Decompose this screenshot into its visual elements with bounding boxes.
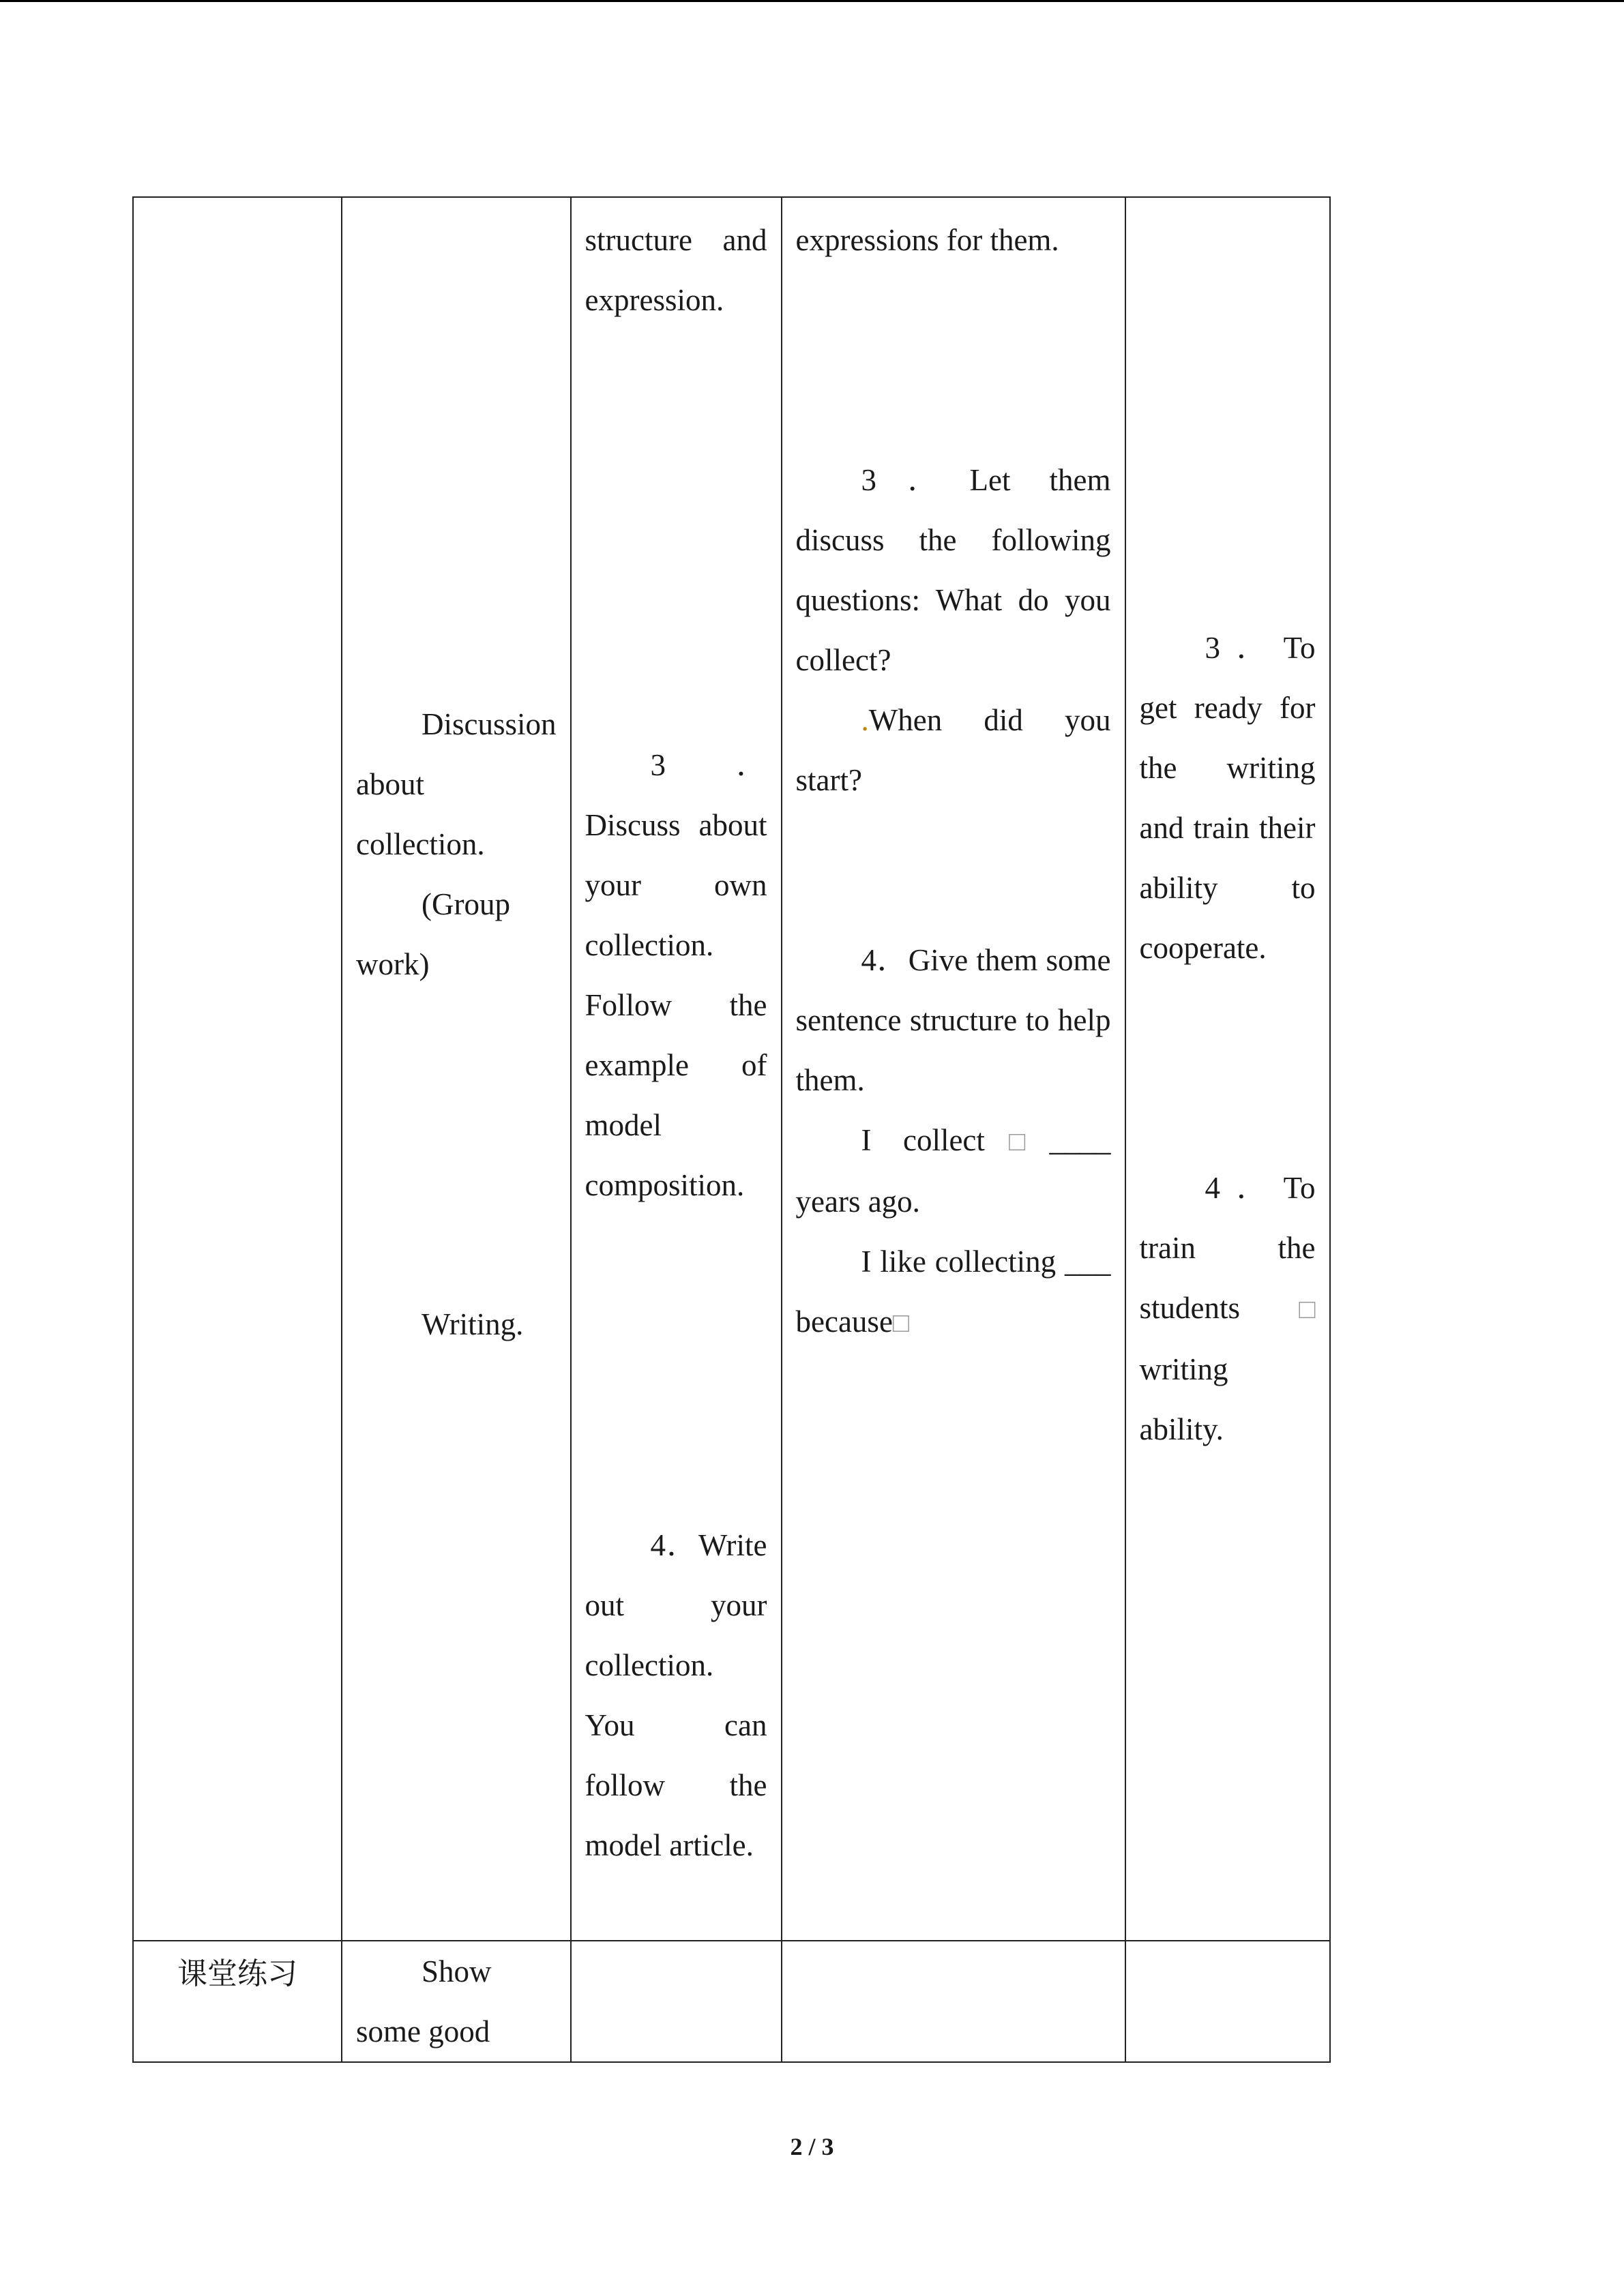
discussion-note: (Group work) xyxy=(356,887,510,981)
missing-glyph-icon: □ xyxy=(984,1126,1050,1157)
missing-glyph-icon: □ xyxy=(892,1307,910,1338)
practice-label: 课堂练习 xyxy=(177,1956,297,1991)
teacher-step-3-question: .When did you start? xyxy=(795,703,1111,797)
dot-mark: . xyxy=(861,703,869,737)
practice-label-cell xyxy=(133,1941,342,2062)
student-step-4: 4．Write out your collection. You can follow the model article. xyxy=(585,1528,767,1862)
practice-empty-cell xyxy=(571,1941,782,2062)
teacher-activity-top: expressions for them. xyxy=(795,223,1059,257)
sentence-structure-2: I like collecting ___ because□ xyxy=(795,1244,1111,1339)
sentence-structure-1: I collect□____ years ago. xyxy=(795,1123,1111,1219)
discussion-title: Discussion about collection. xyxy=(356,707,557,861)
teacher-step-3: 3．Let them discuss the following questions: What do you collect? xyxy=(795,463,1111,677)
student-activity-top: structure and expression. xyxy=(585,223,767,317)
table-row xyxy=(133,1941,1330,2062)
lesson-plan-table xyxy=(132,196,1331,2063)
table-row xyxy=(133,197,1330,1941)
top-border-line xyxy=(0,0,1624,2)
aim-cell xyxy=(1125,197,1330,1941)
practice-empty-cell xyxy=(1125,1941,1330,2062)
practice-activity: Show some good xyxy=(356,1954,492,2048)
aim-4: 4．To train the students□ writing ability. xyxy=(1139,1171,1316,1446)
aim-3: 3．To get ready for the writing and train their ability to cooperate. xyxy=(1139,631,1316,965)
student-activity-cell xyxy=(571,197,782,1941)
teacher-activity-cell xyxy=(782,197,1125,1941)
missing-glyph-icon: □ xyxy=(1240,1294,1316,1324)
activity-cell xyxy=(342,197,571,1941)
page-number: 2 / 3 xyxy=(790,2133,834,2160)
teacher-step-4: 4．Give them some sentence structure to help them. xyxy=(795,943,1111,1097)
stage-cell xyxy=(133,197,342,1941)
practice-empty-cell xyxy=(782,1941,1125,2062)
writing-title: Writing. xyxy=(422,1307,524,1341)
practice-activity-cell xyxy=(342,1941,571,2062)
student-step-3: 3．Discuss about your own collection. Follow the example of model composition. xyxy=(585,748,767,1202)
